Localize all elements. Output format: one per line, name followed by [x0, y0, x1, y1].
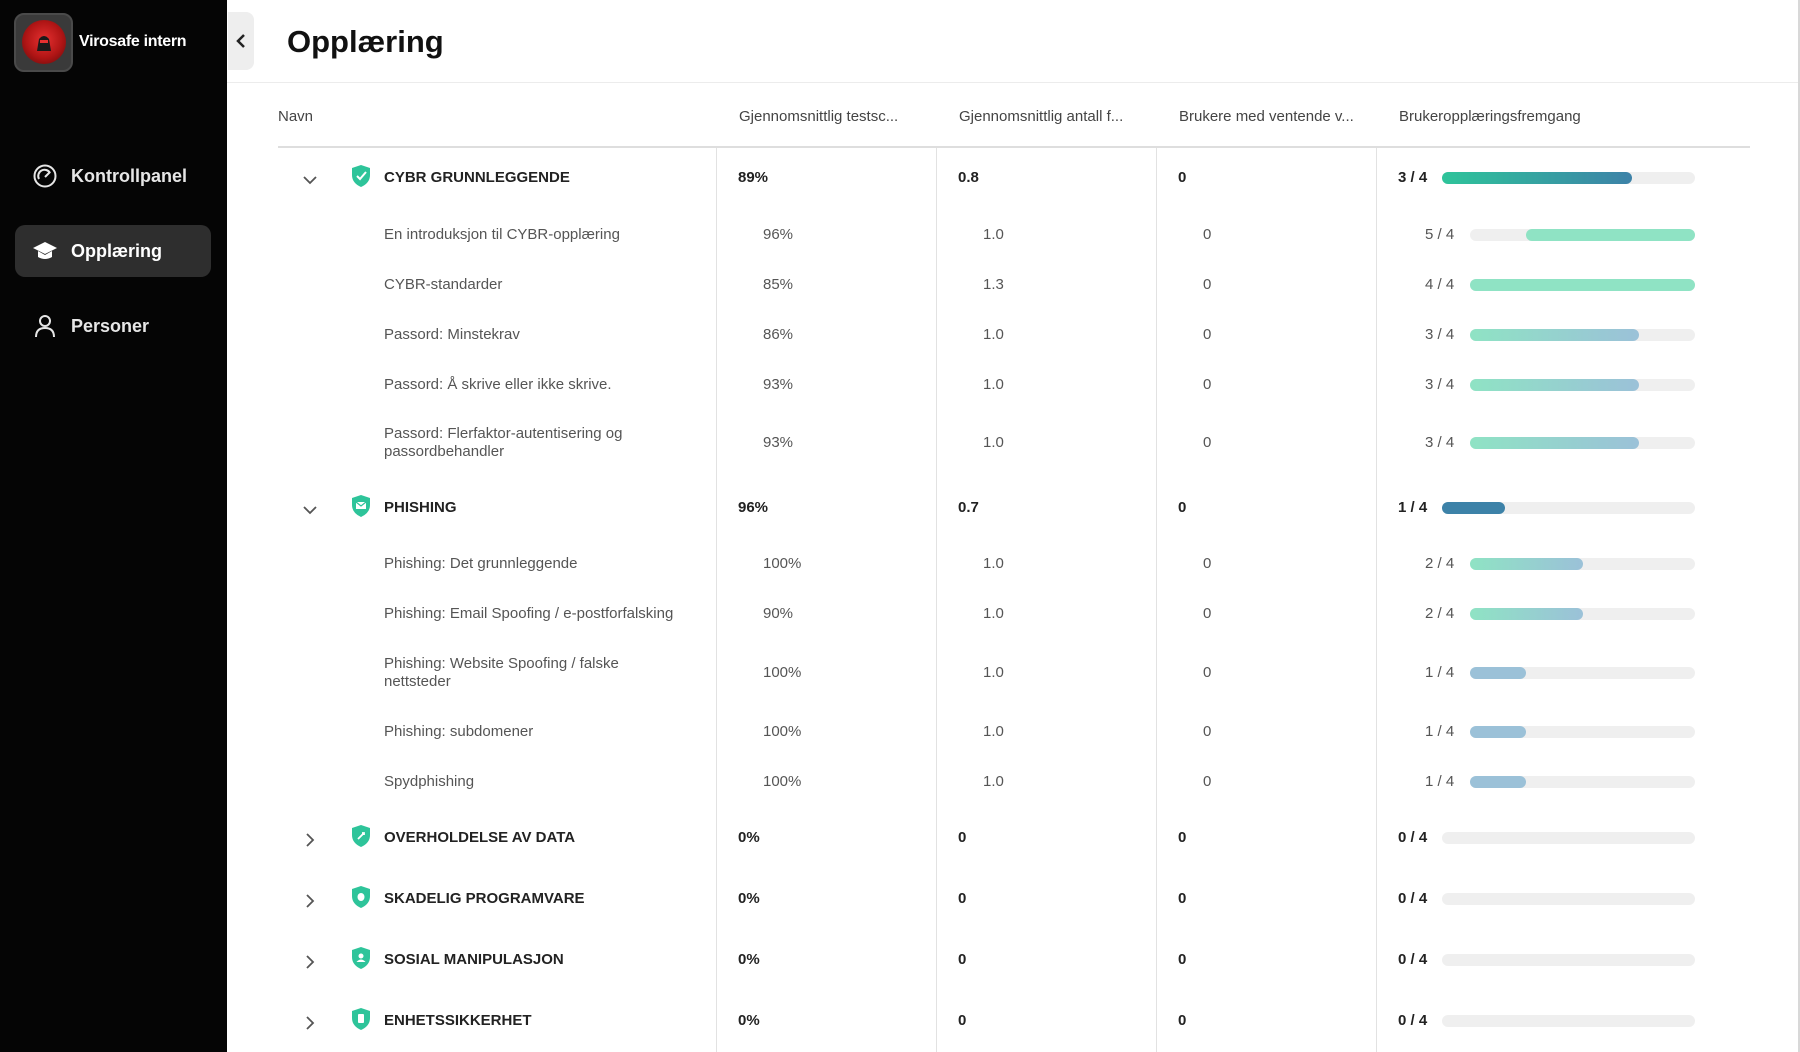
module-name[interactable]: Passord: Minstekrav [384, 326, 520, 343]
cell-score: 89% [738, 169, 769, 186]
progress-bar [1442, 172, 1695, 184]
cell-pending: 0 [1178, 499, 1187, 516]
group-name[interactable]: ENHETSSIKKERHET [384, 1012, 532, 1029]
progress-bar [1470, 608, 1695, 620]
table-row-group[interactable] [278, 826, 1750, 850]
progress-bar-fill [1526, 229, 1695, 241]
table-row-group[interactable] [278, 496, 1750, 520]
cell-progress: 4 / 4 [1425, 276, 1455, 293]
table-row-module[interactable] [278, 602, 1750, 626]
cell-progress: 1 / 4 [1425, 773, 1455, 790]
chevron-down-icon[interactable] [300, 500, 320, 520]
graduation-cap-icon [31, 237, 59, 265]
progress-bar [1470, 437, 1695, 449]
cell-progress: 1 / 4 [1425, 664, 1455, 681]
cell-progress: 3 / 4 [1425, 434, 1455, 451]
cell-pending: 0 [1203, 773, 1212, 790]
cell-pending: 0 [1203, 723, 1212, 740]
module-name[interactable]: Passord: Å skrive eller ikke skrive. [384, 376, 612, 393]
progress-bar [1442, 893, 1695, 905]
group-name[interactable]: OVERHOLDELSE AV DATA [384, 829, 576, 846]
table-header [278, 100, 1750, 148]
sidebar-item-opplaering[interactable] [15, 225, 211, 277]
cell-pending: 0 [1178, 951, 1187, 968]
progress-bar-fill [1470, 329, 1639, 341]
progress-bar [1470, 776, 1695, 788]
collapse-sidebar-button[interactable] [228, 12, 254, 70]
group-name[interactable]: SKADELIG PROGRAMVARE [384, 890, 585, 907]
cell-pending: 0 [1203, 226, 1212, 243]
cell-progress: 3 / 4 [1398, 169, 1428, 186]
cell-score: 93% [763, 434, 794, 451]
chevron-down-icon[interactable] [300, 170, 320, 190]
table-row-group[interactable] [278, 166, 1750, 190]
cell-pending: 0 [1178, 169, 1187, 186]
shield-mail-icon [350, 494, 372, 518]
cell-score: 96% [763, 226, 794, 243]
app-name: Virosafe intern [79, 33, 187, 50]
cell-attempts: 1.0 [983, 226, 1004, 243]
cell-pending: 0 [1178, 890, 1187, 907]
sidebar-item-label: Kontrollpanel [71, 165, 187, 186]
cell-attempts: 0 [958, 1012, 967, 1029]
progress-bar-fill [1470, 726, 1526, 738]
chevron-right-icon[interactable] [300, 952, 320, 972]
cell-pending: 0 [1203, 376, 1212, 393]
cell-attempts: 1.0 [983, 773, 1004, 790]
cell-pending: 0 [1203, 555, 1212, 572]
cell-attempts: 0 [958, 829, 967, 846]
header-divider [227, 82, 1800, 83]
table-row-module[interactable] [278, 720, 1750, 744]
table-row-module[interactable] [278, 373, 1750, 397]
cell-attempts: 1.0 [983, 555, 1004, 572]
cell-progress: 0 / 4 [1398, 890, 1428, 907]
progress-bar [1442, 832, 1695, 844]
column-header-progress[interactable]: Brukeropplæringsfremgang [1399, 108, 1581, 125]
table-row-group[interactable] [278, 948, 1750, 972]
cell-score: 100% [763, 723, 802, 740]
module-name[interactable]: Spydphishing [384, 773, 475, 790]
cell-attempts: 0.8 [958, 169, 979, 186]
progress-bar [1442, 502, 1695, 514]
progress-bar-fill [1442, 502, 1505, 514]
cell-progress: 3 / 4 [1425, 376, 1455, 393]
group-name[interactable]: PHISHING [384, 499, 457, 516]
progress-bar-fill [1470, 379, 1639, 391]
column-header-name[interactable]: Navn [278, 108, 314, 125]
cell-attempts: 0 [958, 890, 967, 907]
cell-pending: 0 [1178, 1012, 1187, 1029]
cell-score: 100% [763, 773, 802, 790]
cell-attempts: 1.0 [983, 326, 1004, 343]
progress-bar-fill [1470, 776, 1526, 788]
speedometer-icon [31, 162, 59, 190]
shield-device-icon [350, 1007, 372, 1031]
cell-attempts: 1.3 [983, 276, 1004, 293]
cell-attempts: 0 [958, 951, 967, 968]
app-logo [14, 13, 73, 72]
progress-bar-fill [1442, 172, 1632, 184]
cell-score: 100% [763, 555, 802, 572]
progress-bar [1470, 229, 1695, 241]
cell-progress: 2 / 4 [1425, 555, 1455, 572]
cell-progress: 5 / 4 [1425, 226, 1455, 243]
module-name[interactable]: Phishing: Email Spoofing / e-postforfalsking [384, 605, 674, 622]
table-row-module[interactable] [278, 223, 1750, 247]
progress-bar-fill [1470, 558, 1583, 570]
progress-bar [1442, 954, 1695, 966]
cell-progress: 2 / 4 [1425, 605, 1455, 622]
shield-check-icon [350, 164, 372, 188]
cell-pending: 0 [1203, 326, 1212, 343]
table-row-module[interactable] [278, 770, 1750, 794]
cell-pending: 0 [1203, 276, 1212, 293]
table-row-module[interactable] [278, 425, 1750, 460]
cell-pending: 0 [1178, 829, 1187, 846]
chevron-right-icon[interactable] [300, 891, 320, 911]
cell-attempts: 1.0 [983, 723, 1004, 740]
cell-progress: 1 / 4 [1398, 499, 1428, 516]
page-title: Opplæring [287, 24, 444, 59]
cell-score: 93% [763, 376, 794, 393]
sidebar-item-kontrollpanel[interactable] [15, 150, 211, 202]
sidebar-nav [15, 150, 211, 375]
progress-bar-fill [1470, 437, 1639, 449]
progress-bar [1470, 726, 1695, 738]
sidebar-item-label: Personer [71, 315, 150, 336]
progress-bar [1470, 379, 1695, 391]
cell-progress: 0 / 4 [1398, 1012, 1428, 1029]
column-header-avg-attempts[interactable]: Gjennomsnittlig antall f... [959, 108, 1124, 125]
sidebar [0, 0, 227, 1052]
progress-bar [1470, 558, 1695, 570]
cell-score: 86% [763, 326, 794, 343]
table-row-module[interactable] [278, 323, 1750, 347]
table-row-module[interactable] [278, 655, 1750, 690]
progress-bar-fill [1470, 667, 1526, 679]
cell-score: 0% [738, 829, 760, 846]
shield-bug-icon [350, 885, 372, 909]
table-row-module[interactable] [278, 273, 1750, 297]
module-name[interactable]: Passord: Flerfaktor-autentisering og passordbehandler [384, 425, 623, 460]
sidebar-item-personer[interactable] [15, 300, 211, 352]
chevron-right-icon[interactable] [300, 830, 320, 850]
progress-bar [1470, 279, 1695, 291]
cell-score: 96% [738, 499, 769, 516]
shield-data-icon [350, 824, 372, 848]
cell-score: 90% [763, 605, 794, 622]
cell-attempts: 1.0 [983, 434, 1004, 451]
table-row-group[interactable] [278, 1009, 1750, 1033]
shield-user-icon [350, 946, 372, 970]
module-name[interactable]: En introduksjon til CYBR-opplæring [384, 226, 620, 243]
cell-attempts: 0.7 [958, 499, 979, 516]
cell-attempts: 1.0 [983, 605, 1004, 622]
chevron-right-icon[interactable] [300, 1013, 320, 1033]
progress-bar [1442, 1015, 1695, 1027]
cell-score: 0% [738, 1012, 760, 1029]
cell-attempts: 1.0 [983, 664, 1004, 681]
module-name[interactable]: Phishing: Website Spoofing / falske nettsteder [384, 655, 619, 690]
cell-pending: 0 [1203, 664, 1212, 681]
person-icon [31, 312, 59, 340]
group-name[interactable]: SOSIAL MANIPULASJON [384, 951, 564, 968]
cell-progress: 0 / 4 [1398, 951, 1428, 968]
progress-bar-fill [1470, 279, 1695, 291]
cell-score: 0% [738, 951, 760, 968]
chevron-left-icon [235, 32, 247, 50]
column-header-avg-score[interactable]: Gjennomsnittlig testsc... [739, 108, 899, 125]
cell-attempts: 1.0 [983, 376, 1004, 393]
cell-progress: 3 / 4 [1425, 326, 1455, 343]
cell-score: 85% [763, 276, 794, 293]
brand[interactable] [14, 12, 186, 72]
group-name[interactable]: CYBR GRUNNLEGGENDE [384, 169, 570, 186]
module-name[interactable]: Phishing: subdomener [384, 723, 534, 740]
cell-pending: 0 [1203, 605, 1212, 622]
progress-bar [1470, 667, 1695, 679]
sidebar-item-label: Opplæring [71, 240, 162, 261]
progress-bar-fill [1470, 608, 1583, 620]
cell-progress: 0 / 4 [1398, 829, 1428, 846]
table-row-module[interactable] [278, 552, 1750, 576]
progress-bar [1470, 329, 1695, 341]
cell-progress: 1 / 4 [1425, 723, 1455, 740]
module-name[interactable]: CYBR-standarder [384, 276, 503, 293]
cell-score: 0% [738, 890, 760, 907]
cell-pending: 0 [1203, 434, 1212, 451]
cell-score: 100% [763, 664, 802, 681]
column-header-pending-users[interactable]: Brukere med ventende v... [1179, 108, 1354, 125]
table-row-group[interactable] [278, 887, 1750, 911]
module-name[interactable]: Phishing: Det grunnleggende [384, 555, 578, 572]
